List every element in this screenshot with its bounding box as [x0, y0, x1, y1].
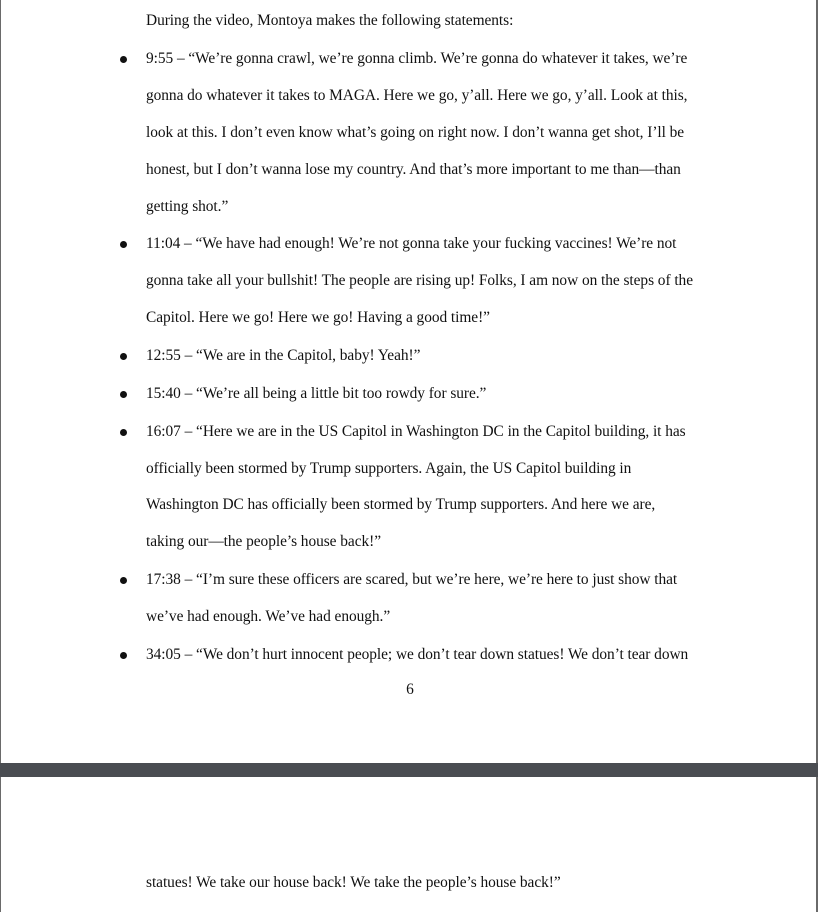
continuation-text: statues! We take our house back! We take the people’s house back!” — [146, 874, 561, 891]
statement-line: officially been stormed by Trump supporters. Again, the US Capitol building in — [146, 460, 632, 477]
statement-line: 16:07 – “Here we are in the US Capitol in Washington DC in the Capitol building, it has — [146, 423, 686, 440]
statement-line: look at this. I don’t even know what’s going on right now. I don’t wanna get shot, I’ll be — [146, 124, 685, 141]
statement-line: 15:40 – “We’re all being a little bit too rowdy for sure.” — [146, 385, 487, 402]
statement-line: we’ve had enough. We’ve had enough.” — [146, 608, 391, 625]
page-number: 6 — [406, 681, 414, 698]
statement-line: 11:04 – “We have had enough! We’re not gonna take your fucking vaccines! We’re not — [146, 235, 677, 252]
statement-line: 9:55 – “We’re gonna crawl, we’re gonna climb. We’re gonna do whatever it takes, we’re — [146, 50, 688, 67]
bullet-dot — [120, 391, 127, 398]
bullet-dot — [120, 353, 127, 360]
statement-line: Capitol. Here we go! Here we go! Having a good time!” — [146, 309, 490, 326]
intro-text: During the video, Montoya makes the following statements: — [146, 12, 514, 29]
statement-line: 17:38 – “I’m sure these officers are scared, but we’re here, we’re here to just show that — [146, 571, 678, 588]
bullet-dot — [120, 429, 127, 436]
statement-line: getting shot.” — [146, 198, 229, 215]
statement-line: taking our—the people’s house back!” — [146, 533, 381, 550]
document-page-7 — [0, 777, 818, 912]
bullet-dot — [120, 652, 127, 659]
bullet-dot — [120, 577, 127, 584]
statement-line: 12:55 – “We are in the Capitol, baby! Yeah!” — [146, 347, 421, 364]
statement-line: Washington DC has officially been stormed by Trump supporters. And here we are, — [146, 496, 656, 513]
statement-line: gonna do whatever it takes to MAGA. Here we go, y’all. Here we go, y’all. Look at this, — [146, 87, 688, 104]
page-separator — [0, 763, 818, 777]
statement-line: honest, but I don’t wanna lose my country. And that’s more important to me than—than — [146, 161, 681, 178]
statement-line: gonna take all your bullshit! The people are rising up! Folks, I am now on the steps of the — [146, 272, 693, 289]
bullet-dot — [120, 241, 127, 248]
statement-line: 34:05 – “We don’t hurt innocent people; we don’t tear down statues! We don’t tear down — [146, 646, 689, 663]
bullet-dot — [120, 56, 127, 63]
